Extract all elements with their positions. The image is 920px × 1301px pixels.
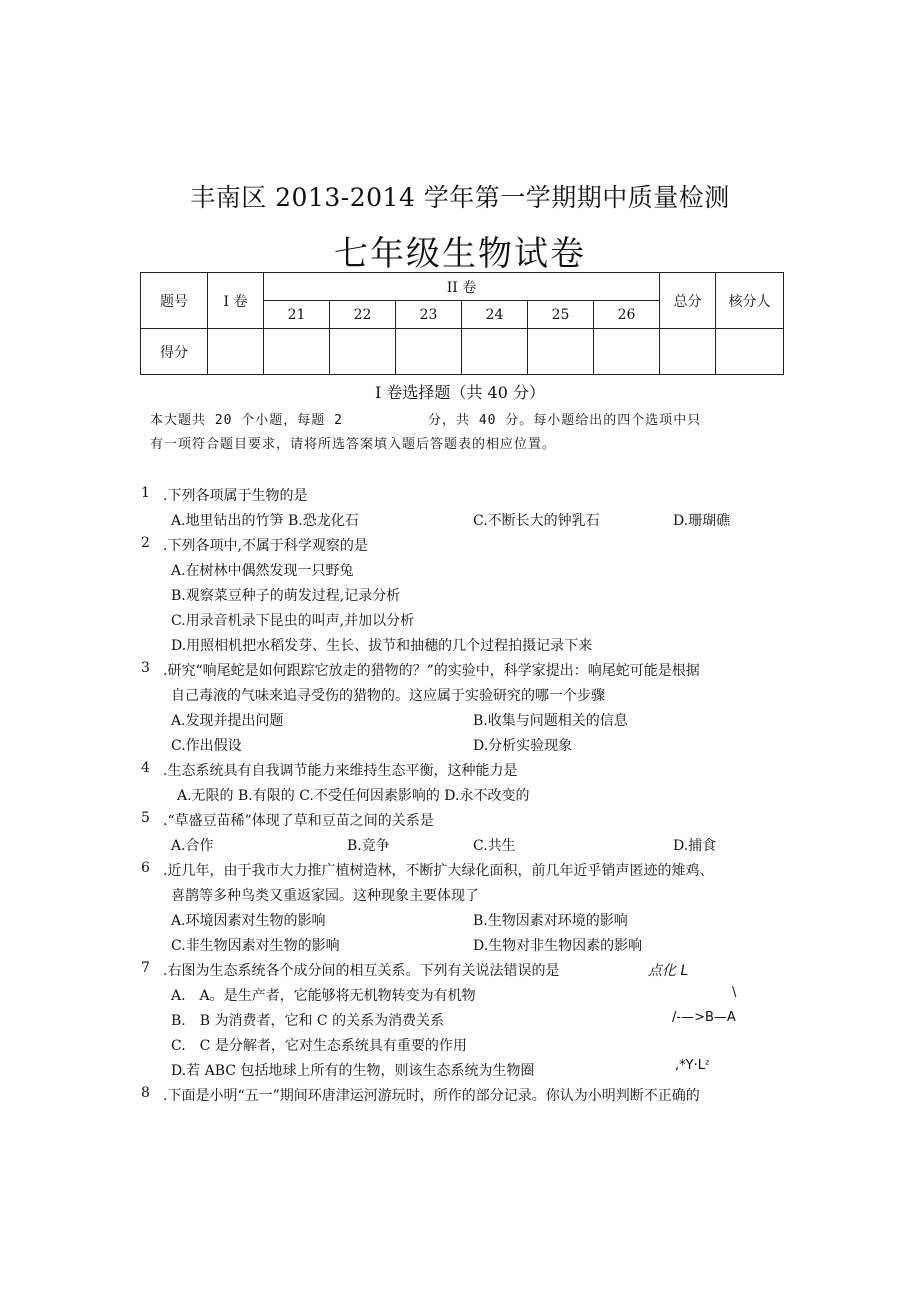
header-hefen: 核分人 (716, 273, 784, 329)
q6-stem-2: 喜鹊等多种鸟类又重返家园。这种现象主要体现了 (171, 888, 479, 904)
q6-option-a: A.环境因素对生物的影响 (171, 913, 326, 929)
q2-option-c: C.用录音机录下昆虫的叫声,并加以分析 (171, 613, 415, 629)
q5-option-b: B.竞争 (347, 838, 390, 854)
q2-option-a: A.在树林中偶然发现一只野兔 (171, 563, 354, 579)
score-cell (528, 329, 594, 375)
exam-subtitle: 七年级生物试卷 (334, 234, 586, 274)
q6-option-c: C.非生物因素对生物的影响 (171, 938, 340, 954)
header-juan2: II 卷 (264, 273, 660, 301)
q3-option-d: D.分析实验现象 (473, 738, 573, 754)
q7-stem: .右图为生态系统各个成分间的相互关系。下列有关说法错误的是 (163, 963, 560, 979)
q2-stem: .下列各项中,不属于科学观察的是 (163, 538, 368, 554)
q2-option-b: B.观察菜豆种子的萌发过程,记录分析 (171, 588, 401, 604)
header-juan1: I 卷 (208, 273, 264, 329)
score-cell (208, 329, 264, 375)
q5-stem: .“草盛豆苗稀”体现了草和豆苗之间的关系是 (163, 813, 434, 829)
qnum-cell: 23 (396, 301, 462, 329)
q7-number: 7 (141, 960, 150, 976)
q3-option-c: C.作出假设 (171, 738, 242, 754)
q4-number: 4 (141, 760, 150, 776)
q7-option-d: D.若 ABC 包括地球上所有的生物，则该生态系统为生物圈 (171, 1063, 535, 1079)
score-cell (396, 329, 462, 375)
q1-number: 1 (141, 485, 150, 501)
qnum-cell: 26 (594, 301, 660, 329)
score-cell (660, 329, 716, 375)
section-intro-1a: 本大题共 20 个小题，每题 2 (150, 413, 343, 428)
qnum-cell: 25 (528, 301, 594, 329)
section-title: I 卷选择题（共 40 分） (375, 383, 545, 402)
qnum-cell: 24 (462, 301, 528, 329)
score-table (140, 272, 784, 375)
q2-option-d: D.用照相机把水稻发芽、生长、拔节和抽穗的几个过程拍摄记录下来 (171, 638, 593, 654)
section-intro-1b: 分，共 40 分。每小题给出的四个选项中只 (428, 413, 702, 428)
score-cell (462, 329, 528, 375)
q7-option-b: B. B 为消费者，它和 C 的关系为消费关系 (171, 1013, 445, 1029)
q7-option-c: C. C 是分解者，它对生态系统具有重要的作用 (171, 1038, 467, 1054)
diagram-label-3: /-—>B—A (672, 1010, 736, 1025)
score-cell (264, 329, 330, 375)
q5-number: 5 (141, 810, 150, 826)
q8-stem: .下面是小明“五一”期间环唐津运河游玩时，所作的部分记录。你认为小明判断不正确的 (163, 1088, 700, 1104)
q5-option-d: D.捕食 (673, 838, 717, 854)
score-cell (716, 329, 784, 375)
exam-title: 丰南区 2013-2014 学年第一学期期中质量检测 (190, 183, 730, 212)
q3-stem-2: 自己毒液的气味来追寻受伤的猎物的。这应属于实验研究的哪一个步骤 (171, 688, 605, 704)
q3-option-a: A.发现并提出问题 (171, 713, 284, 729)
score-cell (594, 329, 660, 375)
q6-option-d: D.生物对非生物因素的影响 (473, 938, 643, 954)
q1-option-d: D.珊瑚礁 (673, 513, 731, 529)
q1-option-c: C.不断长大的钟乳石 (473, 513, 600, 529)
header-tihao: 题号 (141, 273, 208, 329)
q5-option-c: C.共生 (473, 838, 516, 854)
q1-stem: .下列各项属于生物的是 (163, 488, 308, 504)
q4-stem: .生态系统具有自我调节能力来维持生态平衡，这种能力是 (163, 763, 518, 779)
q2-number: 2 (141, 535, 150, 551)
q6-number: 6 (141, 860, 150, 876)
diagram-label-2: \ (732, 985, 737, 1000)
q6-stem-1: .近几年，由于我市大力推广植树造林，不断扩大绿化面积，前几年近乎销声匿迹的雉鸡、 (163, 863, 714, 879)
q7-option-a: A. A。是生产者，它能够将无机物转变为有机物 (171, 988, 476, 1004)
q3-number: 3 (141, 660, 150, 676)
q3-option-b: B.收集与问题相关的信息 (473, 713, 628, 729)
diagram-label-4: ,*Y·Lᶻ (675, 1058, 710, 1073)
header-zongfen: 总分 (660, 273, 716, 329)
q5-option-a: A.合作 (171, 838, 214, 854)
q8-number: 8 (141, 1085, 150, 1101)
qnum-cell: 21 (264, 301, 330, 329)
q4-options: A.无限的 B.有限的 C.不受任何因素影响的 D.永不改变的 (177, 788, 530, 804)
row-defen: 得分 (141, 329, 208, 375)
q6-option-b: B.生物因素对环境的影响 (473, 913, 628, 929)
q1-option-ab: A.地里钻出的竹笋 B.恐龙化石 (171, 513, 359, 529)
diagram-label-1: 点化 L (648, 963, 689, 979)
q3-stem-1: .研究“响尾蛇是如何跟踪它放走的猎物的？”的实验中，科学家提出：响尾蛇可能是根据 (163, 663, 700, 679)
score-cell (330, 329, 396, 375)
section-intro-2: 有一项符合题目要求，请将所选答案填入题后答题表的相应位置。 (150, 437, 557, 452)
qnum-cell: 22 (330, 301, 396, 329)
